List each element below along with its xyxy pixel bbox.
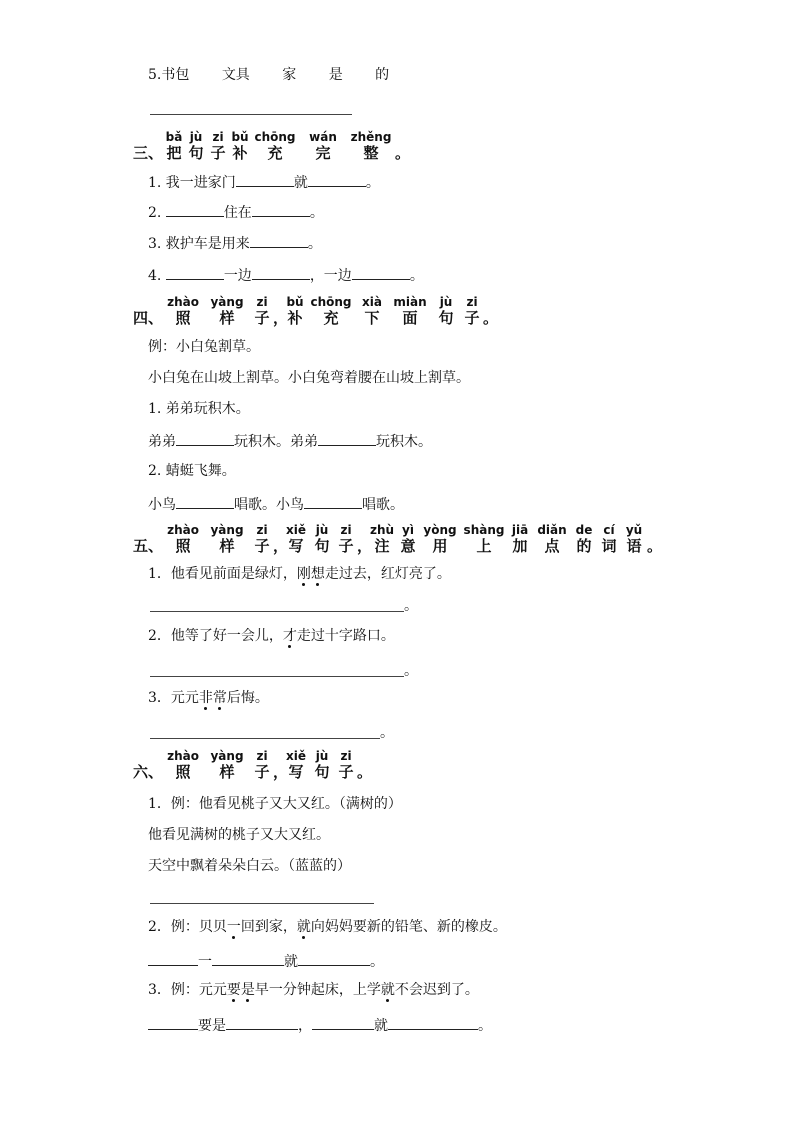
question-line (148, 565, 451, 583)
item-text: 。 (478, 1018, 492, 1034)
blank[interactable] (352, 265, 410, 280)
item-text: 住在 (223, 205, 252, 221)
item-text: 向妈妈要新的铅笔、新的橡皮。 (310, 919, 507, 935)
hanzi: 照 (175, 763, 191, 781)
section-number: 三、 (133, 144, 164, 162)
blank[interactable] (298, 951, 370, 966)
blank[interactable] (176, 431, 234, 446)
blank[interactable] (148, 1015, 198, 1030)
item-number: 3． (148, 690, 171, 706)
pinyin: jù (189, 130, 203, 144)
hanzi: 的 (576, 537, 592, 555)
word-card: 书包 (161, 67, 190, 83)
hanzi: 充 (323, 309, 339, 327)
pinyin: zi (340, 523, 352, 537)
answer-line[interactable] (150, 114, 352, 115)
example-line (148, 981, 479, 999)
item-text: 2. (148, 205, 166, 221)
item-text: 走过去，红灯亮了。 (324, 566, 451, 582)
pinyin: cí (603, 523, 615, 537)
question-line: 天空中飘着朵朵白云。（蓝蓝的） (148, 858, 351, 874)
item-text: 早一分钟起床，上学 (254, 982, 381, 998)
item-text: 玩积木。弟弟 (234, 434, 318, 450)
pinyin: zi (340, 749, 352, 763)
pinyin: yàng (210, 523, 244, 537)
pinyin: yǔ (625, 523, 643, 537)
hanzi: 注 (374, 537, 390, 555)
hanzi: 把 (166, 144, 182, 162)
hanzi: 照 (175, 537, 191, 555)
dotted-char: 就 (380, 982, 395, 998)
fill-item (148, 951, 384, 971)
blank[interactable] (308, 172, 366, 187)
hanzi: 意 (400, 537, 416, 555)
hanzi: 面 (402, 309, 418, 327)
question-line: 2. 蜻蜓飞舞。 (148, 463, 236, 479)
item-text: 1. 我一进家门 (148, 175, 236, 191)
hanzi: 补 (232, 144, 248, 162)
item-text: 他等了好一会儿， (170, 628, 283, 644)
pinyin: yàng (210, 295, 244, 309)
hanzi: 写 (288, 763, 304, 781)
hanzi: 写 (288, 537, 304, 555)
word-card: 家 (282, 67, 297, 83)
item-text: ，一边 (309, 268, 352, 284)
blank[interactable] (166, 265, 224, 280)
period: 。 (647, 537, 663, 555)
item-text: 就 (374, 1018, 388, 1034)
item-text: 元元 (170, 690, 199, 706)
hanzi: 样 (219, 763, 235, 781)
hanzi: 用 (432, 537, 448, 555)
hanzi: 句 (314, 537, 330, 555)
item-text: 唱歌。 (362, 497, 404, 513)
pinyin: zi (256, 295, 268, 309)
blank[interactable] (388, 1015, 478, 1030)
hanzi: 子 (464, 309, 480, 327)
dotted-char: 刚 (296, 566, 311, 582)
item-text: 不会迟到了。 (394, 982, 479, 998)
fill-item (148, 233, 322, 253)
hanzi: 子 (254, 309, 270, 327)
blank[interactable] (250, 233, 308, 248)
period: 。 (483, 309, 499, 327)
item-text: 2．例：贝贝 (148, 919, 227, 935)
pinyin: shàng (463, 523, 505, 537)
question-line (148, 689, 269, 707)
hanzi: 点 (544, 537, 560, 555)
blank[interactable] (252, 202, 310, 217)
item-number: 2． (148, 628, 171, 644)
word-card: 文具 (221, 67, 250, 83)
hanzi: 下 (364, 309, 380, 327)
item-text: 。 (307, 236, 322, 252)
pinyin: jù (439, 295, 453, 309)
hanzi: 充 (267, 144, 283, 162)
fill-item (148, 172, 380, 192)
period: 。 (380, 725, 394, 741)
answer-line[interactable] (150, 738, 380, 739)
item-text: 小鸟 (148, 497, 176, 513)
blank[interactable] (176, 494, 234, 509)
item-text: 3．例：元元 (148, 982, 227, 998)
item-text: 。 (409, 268, 424, 284)
item-number: 5. (148, 67, 162, 83)
pinyin: jù (315, 523, 329, 537)
item-text: 唱歌。小鸟 (234, 497, 304, 513)
section-5-heading (133, 524, 662, 555)
pinyin: zi (256, 749, 268, 763)
hanzi: 语 (626, 537, 642, 555)
period: 。 (395, 144, 411, 162)
section-3-heading (133, 131, 410, 162)
answer-line[interactable] (150, 903, 374, 904)
example-answer: 他看见满树的桃子又大又红。 (148, 827, 330, 843)
answer-line[interactable] (150, 676, 404, 677)
dotted-char: 是 (240, 982, 255, 998)
pinyin: zhù (369, 523, 395, 537)
item-text: 就 (293, 175, 308, 191)
pinyin: yòng (423, 523, 457, 537)
blank[interactable] (312, 1015, 374, 1030)
period: 。 (404, 598, 418, 614)
pinyin: bǎ (165, 130, 183, 144)
pinyin: wán (309, 130, 337, 144)
period: 。 (404, 663, 418, 679)
fill-item (148, 494, 404, 514)
hanzi: 子 (254, 763, 270, 781)
pinyin: zhào (167, 749, 199, 763)
item-text: ， (298, 1018, 312, 1034)
fill-item (148, 202, 324, 222)
pinyin: jù (315, 749, 329, 763)
hanzi: 句 (438, 309, 454, 327)
dotted-char: 就 (296, 919, 311, 935)
dotted-char: 常 (212, 690, 227, 706)
blank[interactable] (236, 172, 294, 187)
pinyin: de (575, 523, 593, 537)
example-answer: 小白兔在山坡上割草。小白兔弯着腰在山坡上割草。 (148, 370, 470, 386)
pinyin: zhào (167, 295, 199, 309)
example-line: 1．例：他看见桃子又大又红。（满树的） (148, 796, 402, 812)
hanzi: 句 (314, 763, 330, 781)
answer-line[interactable] (150, 611, 404, 612)
pinyin: bǔ (231, 130, 249, 144)
pinyin: chōng (254, 130, 296, 144)
fill-item (148, 265, 424, 285)
hanzi: 词 (601, 537, 617, 555)
pinyin: jiā (511, 523, 529, 537)
item-text: 。 (365, 175, 380, 191)
question-line: 1. 弟弟玩积木。 (148, 401, 250, 417)
dotted-char: 非 (198, 690, 213, 706)
pinyin: yì (402, 523, 414, 537)
fill-item (148, 1015, 492, 1035)
pinyin: diǎn (537, 523, 567, 537)
pinyin: xià (362, 295, 382, 309)
pinyin: zhěng (350, 130, 392, 144)
item-text: 要是 (198, 1018, 226, 1034)
word-card: 是 (328, 67, 343, 83)
hanzi: 照 (175, 309, 191, 327)
item-number: 1． (148, 566, 171, 582)
section-number: 六、 (133, 763, 164, 781)
hanzi: 子 (254, 537, 270, 555)
word-card: 的 (375, 67, 390, 83)
blank[interactable] (318, 431, 376, 446)
blank[interactable] (212, 951, 284, 966)
item-text: 4. (148, 268, 166, 284)
item-text: 3. 救护车是用来 (148, 236, 250, 252)
section-number: 五、 (133, 537, 164, 555)
item-text: 回到家， (240, 919, 297, 935)
hanzi: 上 (476, 537, 492, 555)
question-line (148, 627, 395, 645)
item-text: 后悔。 (226, 690, 269, 706)
blank[interactable] (166, 202, 224, 217)
pinyin: zhào (167, 523, 199, 537)
hanzi: 样 (219, 537, 235, 555)
pinyin: bǔ (286, 295, 304, 309)
item-text: 玩积木。 (376, 434, 432, 450)
example-line (148, 918, 507, 936)
comma: ， (273, 309, 289, 327)
item-text: 走过十字路口。 (296, 628, 395, 644)
hanzi: 整 (363, 144, 379, 162)
pinyin: zi (212, 130, 224, 144)
dotted-char: 才 (282, 628, 297, 644)
period: 。 (357, 763, 373, 781)
comma: ， (273, 537, 289, 555)
hanzi: 句 (188, 144, 204, 162)
hanzi: 子 (210, 144, 226, 162)
item-text: 弟弟 (148, 434, 176, 450)
section-number: 四、 (133, 309, 164, 327)
hanzi: 完 (315, 144, 331, 162)
pinyin: zi (256, 523, 268, 537)
pinyin: xiě (286, 523, 307, 537)
example-line: 例：小白兔割草。 (148, 339, 260, 355)
fill-item (148, 431, 432, 451)
item-text: 就 (284, 954, 298, 970)
item-text: 他看见前面是绿灯， (170, 566, 297, 582)
pinyin: yàng (210, 749, 244, 763)
item-text: 。 (370, 954, 384, 970)
blank[interactable] (252, 265, 310, 280)
comma: ， (357, 537, 373, 555)
item-text: 一 (198, 954, 212, 970)
hanzi: 加 (512, 537, 528, 555)
blank[interactable] (148, 951, 198, 966)
pinyin: miàn (393, 295, 427, 309)
pinyin: xiě (286, 749, 307, 763)
dotted-char: 一 (226, 919, 241, 935)
item-text: 。 (309, 205, 324, 221)
hanzi: 子 (338, 763, 354, 781)
section-6-heading (133, 750, 372, 781)
section-4-heading (133, 296, 498, 327)
hanzi: 子 (338, 537, 354, 555)
comma: ， (273, 763, 289, 781)
item-text: 一边 (223, 268, 252, 284)
hanzi: 补 (287, 309, 303, 327)
pinyin: zi (466, 295, 478, 309)
blank[interactable] (226, 1015, 298, 1030)
word-arrange-item (148, 66, 389, 84)
blank[interactable] (304, 494, 362, 509)
dotted-char: 想 (310, 566, 325, 582)
dotted-char: 要 (226, 982, 241, 998)
pinyin: chōng (310, 295, 352, 309)
hanzi: 样 (219, 309, 235, 327)
